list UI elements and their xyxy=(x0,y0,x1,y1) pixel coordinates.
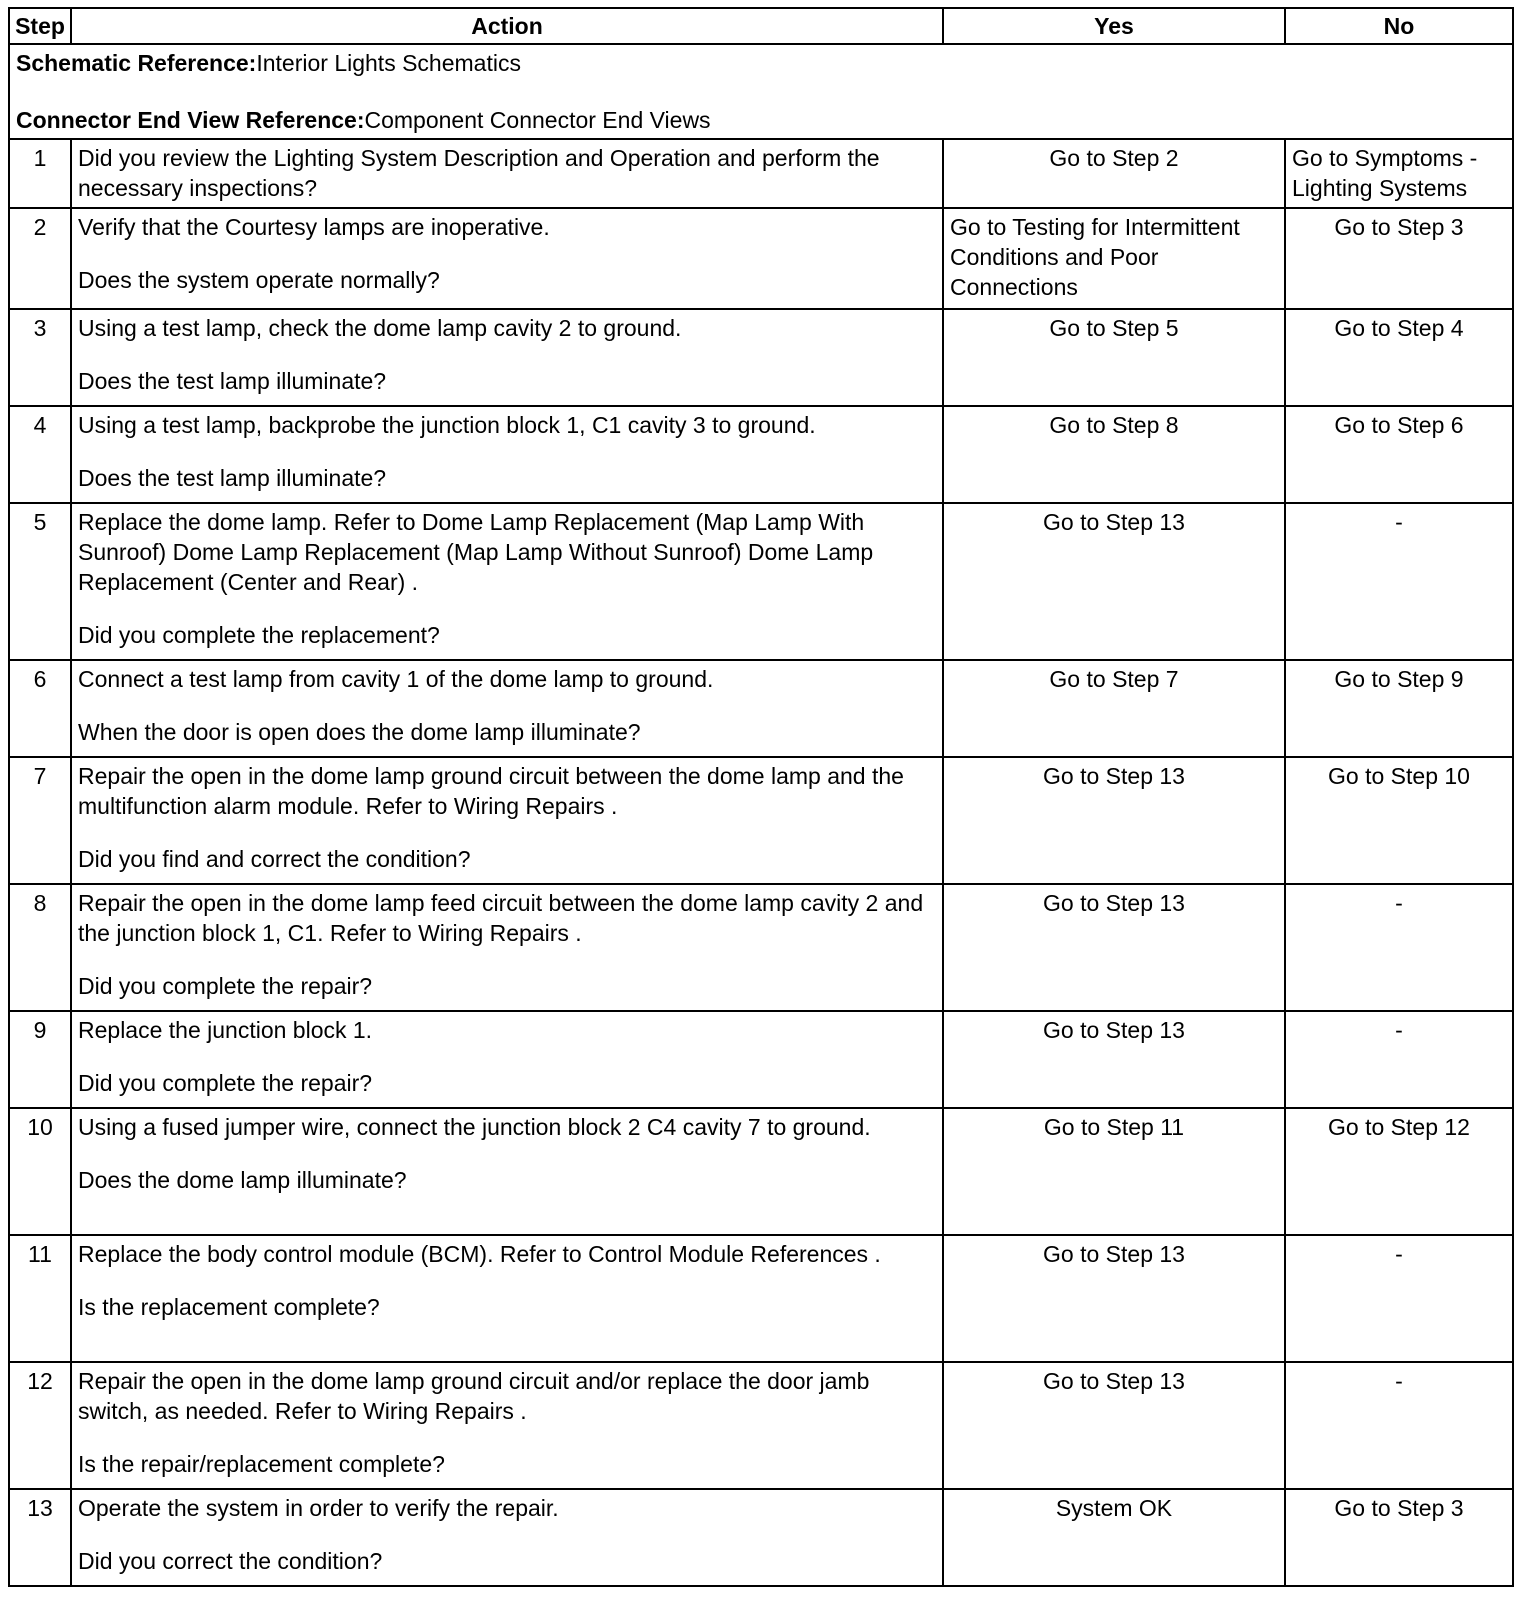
no-cell: - xyxy=(1285,503,1513,660)
header-step: Step xyxy=(9,8,71,44)
yes-cell: Go to Step 13 xyxy=(943,1235,1285,1362)
action-text: Replace the body control module (BCM). Refer to Control Module References . xyxy=(78,1241,881,1267)
table-row xyxy=(9,139,1513,208)
step-number: 1 xyxy=(9,139,71,208)
table-row xyxy=(9,1362,1513,1489)
action-cell xyxy=(71,208,943,309)
question-text: Is the replacement complete? xyxy=(78,1294,380,1320)
action-text: Using a test lamp, check the dome lamp cavity 2 to ground. xyxy=(78,315,682,341)
question-text: When the door is open does the dome lamp illuminate? xyxy=(78,719,641,745)
question-text: Did you complete the repair? xyxy=(78,1070,373,1096)
question-text: Did you find and correct the condition? xyxy=(78,846,471,872)
step-number: 8 xyxy=(9,884,71,1011)
table-row xyxy=(9,757,1513,884)
action-cell xyxy=(71,406,943,503)
action-text: Replace the dome lamp. Refer to Dome Lamp Replacement (Map Lamp With Sunroof) Dome Lamp Replacement (Map Lamp Without Sunroof) Dome Lamp Replacement (Center and Rear) . xyxy=(78,509,874,595)
header-no: No xyxy=(1285,8,1513,44)
step-number: 3 xyxy=(9,309,71,406)
step-number: 9 xyxy=(9,1011,71,1108)
action-cell xyxy=(71,1489,943,1586)
table-row xyxy=(9,309,1513,406)
schematic-reference-value: Interior Lights Schematics xyxy=(256,50,521,76)
step-number: 2 xyxy=(9,208,71,309)
question-text: Does the test lamp illuminate? xyxy=(78,465,387,491)
no-cell: - xyxy=(1285,1011,1513,1108)
yes-cell: Go to Step 13 xyxy=(943,757,1285,884)
action-cell xyxy=(71,660,943,757)
action-cell xyxy=(71,1108,943,1235)
no-cell: Go to Step 10 xyxy=(1285,757,1513,884)
step-number: 4 xyxy=(9,406,71,503)
yes-cell: Go to Step 5 xyxy=(943,309,1285,406)
action-cell xyxy=(71,503,943,660)
header-action: Action xyxy=(71,8,943,44)
table-row xyxy=(9,660,1513,757)
table-row xyxy=(9,406,1513,503)
step-number: 5 xyxy=(9,503,71,660)
step-number: 7 xyxy=(9,757,71,884)
reference-row xyxy=(9,44,1513,139)
action-text: Connect a test lamp from cavity 1 of the dome lamp to ground. xyxy=(78,666,714,692)
step-number: 12 xyxy=(9,1362,71,1489)
yes-cell: Go to Step 2 xyxy=(943,139,1285,208)
yes-cell: Go to Step 7 xyxy=(943,660,1285,757)
action-cell xyxy=(71,757,943,884)
yes-cell: Go to Step 8 xyxy=(943,406,1285,503)
table-row xyxy=(9,1108,1513,1235)
connector-reference-label: Connector End View Reference: xyxy=(16,107,365,133)
action-text: Using a fused jumper wire, connect the junction block 2 C4 cavity 7 to ground. xyxy=(78,1114,871,1140)
reference-cell xyxy=(9,44,1513,139)
no-cell: Go to Step 3 xyxy=(1285,1489,1513,1586)
no-cell: Go to Step 12 xyxy=(1285,1108,1513,1235)
yes-cell: Go to Step 13 xyxy=(943,1011,1285,1108)
yes-cell: Go to Step 13 xyxy=(943,503,1285,660)
no-cell: Go to Step 6 xyxy=(1285,406,1513,503)
step-number: 11 xyxy=(9,1235,71,1362)
question-text: Did you complete the replacement? xyxy=(78,622,440,648)
step-number: 6 xyxy=(9,660,71,757)
table-row xyxy=(9,208,1513,309)
action-text: Did you review the Lighting System Description and Operation and perform the necessary inspections? xyxy=(78,145,880,201)
diagnostic-table xyxy=(8,7,1514,1587)
question-text: Is the repair/replacement complete? xyxy=(78,1451,445,1477)
connector-reference xyxy=(16,105,1506,135)
action-cell xyxy=(71,1235,943,1362)
action-text: Operate the system in order to verify the repair. xyxy=(78,1495,559,1521)
action-text: Repair the open in the dome lamp feed circuit between the dome lamp cavity 2 and the junction block 1, C1. Refer to Wiring Repairs . xyxy=(78,890,924,946)
header-row xyxy=(9,8,1513,44)
connector-reference-value: Component Connector End Views xyxy=(364,107,711,133)
yes-cell: Go to Testing for Intermittent Conditions and Poor Connections xyxy=(943,208,1285,309)
yes-cell: System OK xyxy=(943,1489,1285,1586)
action-cell xyxy=(71,884,943,1011)
schematic-reference xyxy=(16,48,1506,78)
no-cell: Go to Step 9 xyxy=(1285,660,1513,757)
yes-cell: Go to Step 11 xyxy=(943,1108,1285,1235)
question-text: Did you complete the repair? xyxy=(78,973,373,999)
schematic-reference-label: Schematic Reference: xyxy=(16,50,257,76)
table-row xyxy=(9,1235,1513,1362)
question-text: Does the system operate normally? xyxy=(78,267,440,293)
table-row xyxy=(9,884,1513,1011)
question-text: Does the dome lamp illuminate? xyxy=(78,1167,407,1193)
header-yes: Yes xyxy=(943,8,1285,44)
action-text: Repair the open in the dome lamp ground circuit between the dome lamp and the multifunction alarm module. Refer to Wiring Repairs . xyxy=(78,763,904,819)
action-cell xyxy=(71,139,943,208)
action-text: Verify that the Courtesy lamps are inoperative. xyxy=(78,214,550,240)
no-cell: Go to Step 4 xyxy=(1285,309,1513,406)
question-text: Does the test lamp illuminate? xyxy=(78,368,387,394)
step-number: 10 xyxy=(9,1108,71,1235)
action-text: Replace the junction block 1. xyxy=(78,1017,373,1043)
action-cell xyxy=(71,309,943,406)
action-text: Using a test lamp, backprobe the junction block 1, C1 cavity 3 to ground. xyxy=(78,412,816,438)
no-cell: - xyxy=(1285,1362,1513,1489)
action-cell xyxy=(71,1011,943,1108)
no-cell: Go to Symptoms - Lighting Systems xyxy=(1285,139,1513,208)
table-row xyxy=(9,503,1513,660)
table-row xyxy=(9,1489,1513,1586)
no-cell: Go to Step 3 xyxy=(1285,208,1513,309)
no-cell: - xyxy=(1285,884,1513,1011)
step-number: 13 xyxy=(9,1489,71,1586)
question-text: Did you correct the condition? xyxy=(78,1548,383,1574)
no-cell: - xyxy=(1285,1235,1513,1362)
action-cell xyxy=(71,1362,943,1489)
action-text: Repair the open in the dome lamp ground circuit and/or replace the door jamb switch, as needed. Refer to Wiring Repairs . xyxy=(78,1368,870,1424)
diagnostic-table-container xyxy=(8,7,1514,1587)
yes-cell: Go to Step 13 xyxy=(943,1362,1285,1489)
table-row xyxy=(9,1011,1513,1108)
yes-cell: Go to Step 13 xyxy=(943,884,1285,1011)
